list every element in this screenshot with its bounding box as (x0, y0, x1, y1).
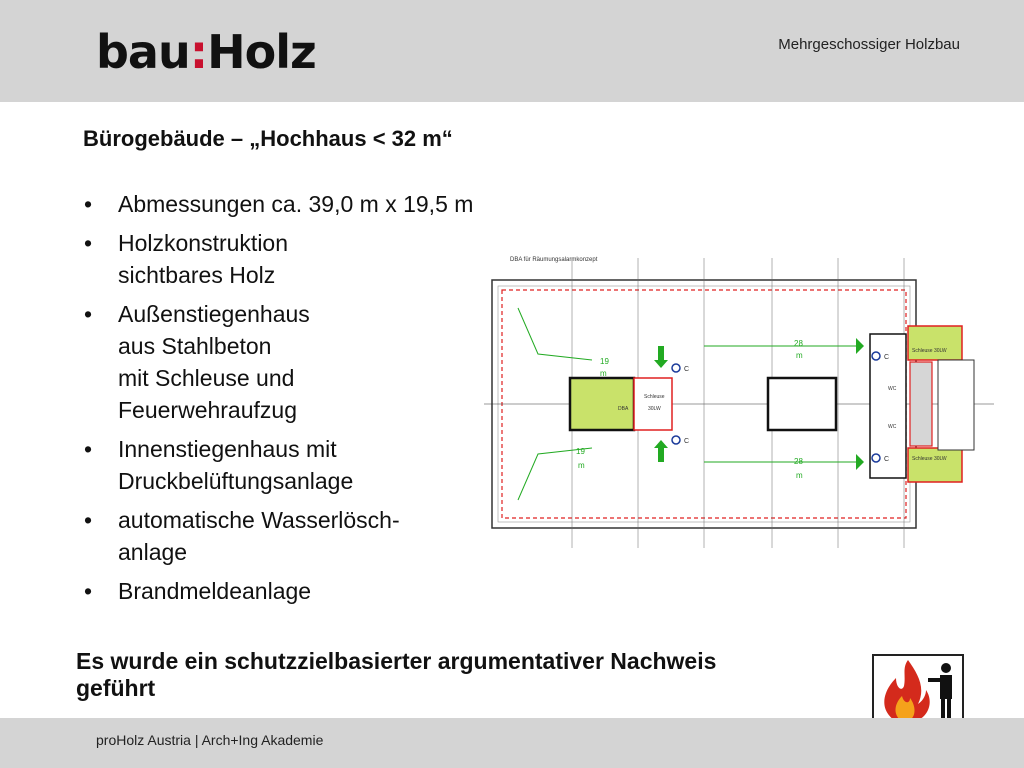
conclusion-text (76, 648, 876, 702)
detector-label: C (684, 366, 690, 373)
bullet-item (82, 575, 482, 607)
header-bar (0, 0, 1024, 102)
bullet-item (82, 504, 482, 568)
wc-label: WC (888, 386, 897, 392)
bullet-line: • automatische Wasserlösch- (118, 507, 400, 533)
footer-text: proHolz Austria | Arch+Ing Akademie (96, 732, 324, 748)
inner-lock-label: Schleuse (644, 394, 665, 400)
logo-colon: : (189, 25, 208, 79)
bullet-list (82, 188, 482, 614)
distance-unit: m (578, 461, 585, 470)
distance-unit: m (796, 351, 803, 360)
flame-icon (874, 656, 962, 726)
conclusion-line: geführt (76, 675, 156, 701)
lock-bottom (908, 448, 962, 482)
arrow-icon (654, 440, 668, 462)
detector-label: C (884, 354, 890, 361)
elevator-shaft (910, 362, 932, 446)
bullet-item (82, 227, 482, 291)
distance-unit: m (796, 471, 803, 480)
logo-text-main: bau (96, 25, 190, 79)
lock-bottom-label: Schleuse 30LW (912, 456, 947, 462)
distance-label: 19 (600, 357, 609, 366)
dba-label: DBA (618, 406, 629, 412)
bullet-line: mit Schleuse und (118, 365, 295, 391)
inner-stair-core (570, 378, 634, 430)
distance-label: 28 (794, 457, 803, 466)
distance-label: 28 (794, 339, 803, 348)
arrow-icon (856, 338, 864, 354)
bullet-item (82, 188, 482, 220)
arrow-icon (654, 346, 668, 368)
bullet-line: Feuerwehraufzug (118, 397, 297, 423)
distance-label: 19 (576, 447, 585, 456)
detector-label: C (684, 438, 690, 445)
bullet-line: • Außenstiegenhaus (118, 301, 310, 327)
distance-unit: m (600, 369, 607, 378)
lock-top (908, 326, 962, 360)
detector-icon (672, 364, 680, 372)
lock-top-label: Schleuse 30LW (912, 348, 947, 354)
bullet-line: sichtbares Holz (118, 262, 276, 288)
arrow-icon (856, 454, 864, 470)
wc-label: WC (888, 424, 897, 430)
bullet-line: Druckbelüftungsanlage (118, 468, 354, 494)
escape-route-line (518, 308, 592, 360)
bullet-line: • Holzkonstruktion (118, 230, 289, 256)
bullet-item (82, 433, 482, 497)
logo-text-end: Holz (207, 25, 316, 79)
bullet-line: • Innenstiegenhaus mit (118, 436, 337, 462)
footer-bar (0, 718, 1024, 768)
bullet-line: anlage (118, 539, 188, 565)
inner-lock-room (634, 378, 672, 430)
slide-title: Bürogebäude – „Hochhaus < 32 m“ (83, 126, 453, 151)
bullet-line: • Brandmeldeanlage (118, 578, 312, 604)
header-topic: Mehrgeschossiger Holzbau (778, 36, 960, 53)
bullet-item (82, 298, 482, 426)
detector-label: C (884, 456, 890, 463)
outer-stair (938, 360, 974, 450)
inner-lock-rating: 30LW (648, 406, 661, 412)
central-core (768, 378, 836, 430)
plan-caption: DBA für Räumungsalarmkonzept (510, 257, 598, 263)
detector-icon (672, 436, 680, 444)
bullet-line: • Abmessungen ca. 39,0 m x 19,5 m (118, 191, 474, 217)
conclusion-line: Es wurde ein schutzzielbasierter argumentativer Nachweis (76, 648, 717, 674)
floor-plan (478, 248, 998, 554)
bullet-line: aus Stahlbeton (118, 333, 272, 359)
bauholz-logo (96, 22, 316, 82)
